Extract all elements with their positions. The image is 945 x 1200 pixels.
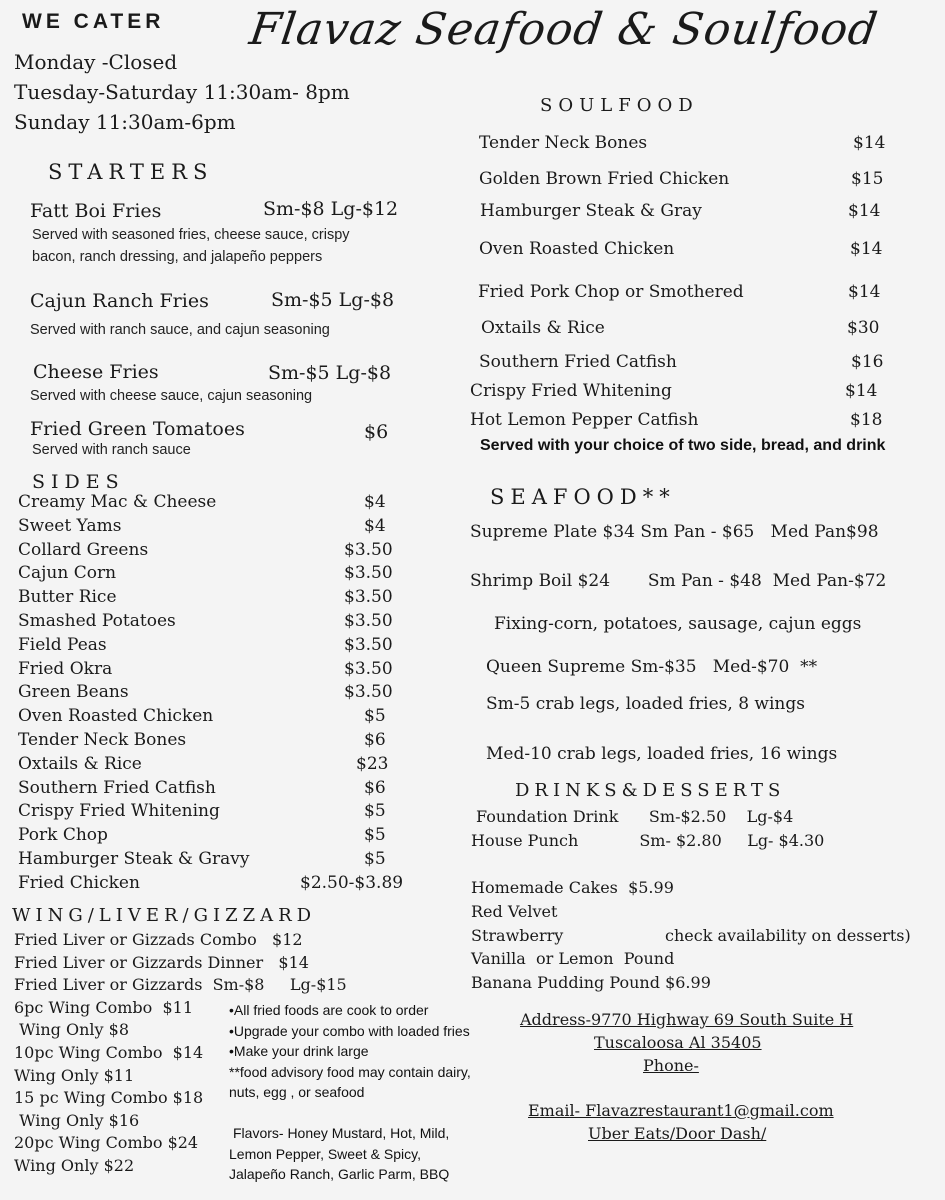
- wing-item: Fried Liver or Gizzards Sm-$8 Lg-$15: [14, 975, 347, 995]
- wings-heading: WING/LIVER/GIZZARD: [12, 905, 317, 926]
- dessert-line: Vanilla or Lemon Pound: [471, 949, 675, 969]
- side-item-name: Hamburger Steak & Gravy: [18, 849, 250, 869]
- seafood-line: Queen Supreme Sm-$35 Med-$70 **: [486, 657, 818, 677]
- starter-price: $6: [364, 421, 389, 443]
- soulfood-item-name: Crispy Fried Whitening: [470, 381, 672, 401]
- seafood-heading: SEAFOOD**: [490, 485, 676, 509]
- wing-item: Fried Liver or Gizzads Combo $12: [14, 930, 303, 949]
- seafood-line: Supreme Plate $34 Sm Pan - $65 Med Pan$98: [470, 522, 879, 542]
- side-item-price: $5: [364, 706, 386, 727]
- seafood-line: Fixing-corn, potatoes, sausage, cajun eggs: [494, 614, 862, 634]
- starter-name: Fried Green Tomatoes: [30, 418, 245, 440]
- delivery-line: Uber Eats/Door Dash/: [588, 1124, 767, 1143]
- soulfood-item-price: $14: [848, 282, 881, 302]
- soulfood-served-note: Served with your choice of two side, bread, and drink: [480, 437, 886, 454]
- note-line: **food advisory food may contain dairy,: [229, 1063, 471, 1080]
- note-line: •Upgrade your combo with loaded fries: [229, 1022, 470, 1039]
- wing-item: Wing Only $22: [14, 1156, 135, 1175]
- side-item-name: Green Beans: [18, 682, 129, 703]
- side-item-name: Fried Chicken: [18, 872, 140, 893]
- starter-description: bacon, ranch dressing, and jalapeño peppers: [32, 249, 323, 265]
- hours-sunday: Sunday 11:30am-6pm: [14, 110, 236, 134]
- side-item-name: Sweet Yams: [18, 515, 122, 536]
- soulfood-item-name: Oxtails & Rice: [481, 318, 605, 338]
- hours-monday: Monday -Closed: [14, 50, 178, 74]
- soulfood-item-price: $14: [853, 133, 886, 153]
- soulfood-item-name: Southern Fried Catfish: [479, 352, 677, 372]
- starter-description: Served with cheese sauce, cajun seasoning: [30, 388, 313, 404]
- side-item-name: Smashed Potatoes: [18, 611, 176, 631]
- side-item-name: Pork Chop: [18, 825, 108, 846]
- starter-name: Fatt Boi Fries: [30, 200, 162, 222]
- side-item-price: $5: [364, 801, 386, 822]
- side-item-name: Oxtails & Rice: [18, 753, 142, 774]
- city-line: Tuscaloosa Al 35405: [594, 1033, 762, 1052]
- side-item-name: Creamy Mac & Cheese: [18, 492, 217, 512]
- drink-line: House Punch Sm- $2.80 Lg- $4.30: [471, 831, 825, 850]
- soulfood-item-price: $14: [848, 201, 881, 221]
- flavor-line: Jalapeño Ranch, Garlic Parm, BBQ: [229, 1166, 450, 1182]
- wing-item: 15 pc Wing Combo $18: [14, 1088, 204, 1108]
- soulfood-item-price: $16: [851, 352, 884, 372]
- note-line: •All fried foods are cook to order: [229, 1002, 429, 1018]
- side-item-price: $5: [364, 849, 386, 869]
- email-link[interactable]: Email- Flavazrestaurant1@gmail.com: [528, 1101, 834, 1120]
- hours-tue-sat: Tuesday-Saturday 11:30am- 8pm: [14, 80, 350, 104]
- starter-description: Served with seasoned fries, cheese sauce, crispy: [32, 227, 350, 243]
- side-item-price: $4: [364, 515, 386, 536]
- address-line: Address-9770 Highway 69 South Suite H: [520, 1010, 854, 1029]
- wing-item: Wing Only $8: [14, 1020, 130, 1040]
- side-item-name: Butter Rice: [18, 587, 117, 608]
- side-item-price: $3.50: [344, 539, 393, 560]
- side-item-price: $3.50: [344, 682, 393, 703]
- wing-item: Wing Only $11: [14, 1065, 135, 1085]
- starter-price: Sm-$5 Lg-$8: [271, 289, 395, 311]
- soulfood-item-price: $30: [847, 318, 880, 338]
- side-item-price: $6: [364, 777, 386, 798]
- side-item-name: Oven Roasted Chicken: [18, 706, 214, 727]
- side-item-price: $6: [364, 730, 386, 750]
- wing-item: Fried Liver or Gizzards Dinner $14: [14, 952, 309, 972]
- starter-name: Cajun Ranch Fries: [30, 290, 209, 312]
- soulfood-item-name: Oven Roasted Chicken: [479, 239, 675, 259]
- side-item-name: Field Peas: [18, 634, 107, 655]
- dessert-line: Banana Pudding Pound $6.99: [471, 973, 711, 993]
- flavor-line: Lemon Pepper, Sweet & Spicy,: [229, 1145, 421, 1162]
- wing-item: 20pc Wing Combo $24: [14, 1133, 199, 1153]
- soulfood-item-price: $18: [850, 410, 883, 430]
- side-item-price: $3.50: [344, 611, 393, 631]
- dessert-line: Red Velvet: [471, 901, 558, 921]
- soulfood-item-name: Tender Neck Bones: [479, 133, 648, 153]
- soulfood-item-name: Hot Lemon Pepper Catfish: [470, 410, 699, 430]
- drink-line: Foundation Drink Sm-$2.50 Lg-$4: [476, 807, 794, 826]
- side-item-name: Tender Neck Bones: [18, 730, 187, 750]
- side-item-price: $3.50: [344, 587, 393, 608]
- starters-heading: STARTERS: [48, 160, 214, 184]
- seafood-line: Shrimp Boil $24 Sm Pan - $48 Med Pan-$72: [470, 571, 887, 591]
- side-item-price: $23: [356, 753, 389, 774]
- we-cater-label: WE CATER: [22, 10, 165, 33]
- dessert-line: Homemade Cakes $5.99: [471, 878, 674, 897]
- starter-name: Cheese Fries: [33, 361, 159, 383]
- side-item-price: $5: [364, 825, 386, 846]
- side-item-price: $4: [364, 492, 386, 512]
- side-item-name: Southern Fried Catfish: [18, 777, 216, 798]
- soulfood-item-name: Hamburger Steak & Gray: [480, 201, 702, 221]
- side-item-name: Collard Greens: [18, 539, 149, 560]
- note-line: nuts, egg , or seafood: [229, 1084, 365, 1100]
- soulfood-heading: SOULFOOD: [540, 95, 699, 116]
- side-item-price: $2.50-$3.89: [300, 872, 404, 893]
- wing-item: 6pc Wing Combo $11: [14, 997, 194, 1017]
- seafood-line: Sm-5 crab legs, loaded fries, 8 wings: [486, 694, 805, 714]
- side-item-price: $3.50: [344, 634, 393, 655]
- restaurant-title: Flavaz Seafood & Soulfood: [246, 4, 882, 55]
- starter-description: Served with ranch sauce, and cajun seasoning: [30, 322, 330, 338]
- dessert-line: Strawberry check availability on desserts): [471, 925, 911, 945]
- drinks-heading: DRINKS&DESSERTS: [515, 780, 786, 801]
- side-item-price: $3.50: [344, 563, 393, 584]
- sides-heading: SIDES: [32, 471, 125, 493]
- starter-description: Served with ranch sauce: [32, 442, 191, 458]
- soulfood-item-price: $14: [845, 381, 878, 401]
- wing-item: Wing Only $16: [14, 1110, 140, 1130]
- note-line: •Make your drink large: [229, 1043, 369, 1059]
- phone-line: Phone-: [643, 1056, 699, 1075]
- soulfood-item-price: $14: [850, 239, 883, 259]
- side-item-price: $3.50: [344, 658, 393, 679]
- soulfood-item-name: Golden Brown Fried Chicken: [479, 169, 730, 189]
- soulfood-item-name: Fried Pork Chop or Smothered: [478, 282, 744, 302]
- starter-price: Sm-$8 Lg-$12: [263, 198, 399, 220]
- flavor-line: Flavors- Honey Mustard, Hot, Mild,: [233, 1125, 450, 1141]
- side-item-name: Fried Okra: [18, 658, 113, 679]
- soulfood-item-price: $15: [851, 169, 884, 189]
- side-item-name: Cajun Corn: [18, 563, 117, 584]
- side-item-name: Crispy Fried Whitening: [18, 801, 220, 822]
- wing-item: 10pc Wing Combo $14: [14, 1043, 204, 1062]
- seafood-line: Med-10 crab legs, loaded fries, 16 wings: [486, 744, 838, 764]
- starter-price: Sm-$5 Lg-$8: [268, 362, 392, 384]
